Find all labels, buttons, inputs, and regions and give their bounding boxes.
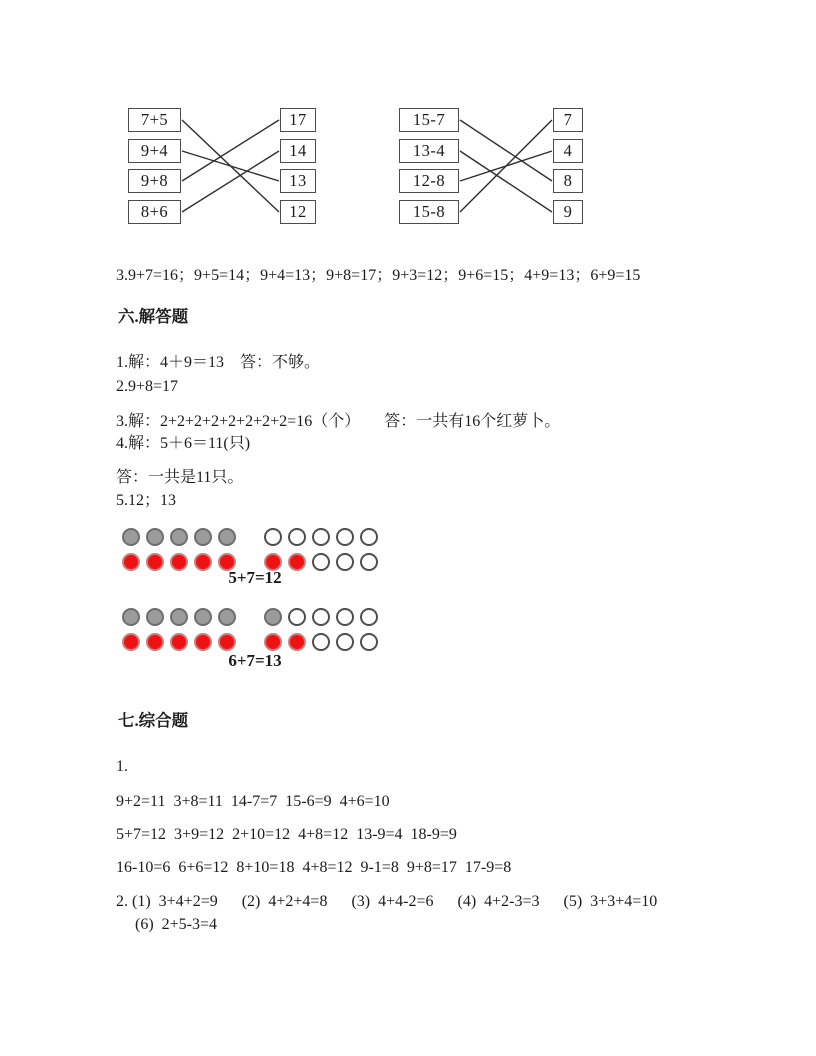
white-dot (336, 633, 354, 651)
dot-group-right (264, 633, 384, 651)
white-dot (288, 608, 306, 626)
connection-line (460, 151, 552, 212)
dot-group-left (122, 608, 242, 626)
section7-q1-row3: 16-10=6 6+6=12 8+10=18 4+8=12 9-1=8 9+8=17 17-9=8 (116, 859, 512, 876)
connection-line (182, 151, 279, 181)
section7-q1-row1: 9+2=11 3+8=11 14-7=7 15-6=9 4+6=10 (116, 793, 390, 810)
white-dot (360, 553, 378, 571)
section6-answer-3: 3.解：2+2+2+2+2+2+2+2=16（个） 答：一共有16个红萝卜。 (116, 413, 561, 430)
match-right-box[interactable]: 12 (280, 200, 316, 224)
match-left-box[interactable]: 15-8 (399, 200, 459, 224)
red-dot (218, 633, 236, 651)
match-left-box[interactable]: 8+6 (128, 200, 181, 224)
gray-dot (146, 608, 164, 626)
section7-q1-label: 1. (116, 758, 128, 775)
section6-answer-4b: 答：一共是11只。 (116, 469, 244, 486)
dot-diagram-6plus7 (122, 608, 382, 652)
section6-answer-1: 1.解：4＋9＝13 答：不够。 (116, 354, 321, 371)
section6-answer-5: 5.12；13 (116, 492, 177, 509)
connection-line (182, 120, 279, 181)
match-right-box[interactable]: 13 (280, 169, 316, 193)
red-dot (146, 633, 164, 651)
white-dot (312, 633, 330, 651)
match-left-box[interactable]: 12-8 (399, 169, 459, 193)
red-dot (122, 633, 140, 651)
section7-q2-row1: 2. (1) 3+4+2=9 (2) 4+2+4=8 (3) 4+4-2=6 (4) 4+2-3=3 (5) 3+3+4=10 (116, 893, 658, 910)
dot-group-right (264, 608, 384, 626)
gray-dot (146, 528, 164, 546)
dot-diagram-5plus7 (122, 528, 382, 572)
dot-group-right (264, 528, 384, 546)
section6-answer-4: 4.解：5＋6＝11(只) (116, 435, 251, 452)
gray-dot (194, 608, 212, 626)
match-right-box[interactable]: 9 (553, 200, 583, 224)
gray-dot (218, 528, 236, 546)
match-right-box[interactable]: 7 (553, 108, 583, 132)
match-left-box[interactable]: 9+4 (128, 139, 181, 163)
match-right-box[interactable]: 8 (553, 169, 583, 193)
dot-group-left (122, 528, 242, 546)
red-dot (146, 553, 164, 571)
gray-dot (218, 608, 236, 626)
red-dot (170, 553, 188, 571)
white-dot (312, 528, 330, 546)
match-left-box[interactable]: 7+5 (128, 108, 181, 132)
white-dot (360, 633, 378, 651)
gray-dot (170, 528, 188, 546)
white-dot (360, 528, 378, 546)
connection-line (460, 120, 552, 212)
dot-diagram-5plus7-label: 5+7=12 (228, 568, 282, 587)
white-dot (312, 608, 330, 626)
white-dot (360, 608, 378, 626)
gray-dot (264, 608, 282, 626)
connection-line (460, 120, 552, 181)
match-left-box[interactable]: 15-7 (399, 108, 459, 132)
white-dot (288, 528, 306, 546)
gray-dot (122, 608, 140, 626)
section6-answer-2: 2.9+8=17 (116, 378, 179, 395)
match-right-box[interactable]: 4 (553, 139, 583, 163)
gray-dot (194, 528, 212, 546)
gray-dot (122, 528, 140, 546)
match-right-box[interactable]: 17 (280, 108, 316, 132)
white-dot (264, 528, 282, 546)
matching-exercise-subtraction (399, 108, 584, 226)
matching-answers-line: 3.9+7=16；9+5=14；9+4=13；9+8=17；9+3=12；9+6=15；4+9=13；6+9=15 (116, 267, 641, 284)
dot-diagram-6plus7-label: 6+7=13 (228, 651, 282, 670)
section7-heading: 七.综合题 (118, 711, 189, 730)
match-left-box[interactable]: 13-4 (399, 139, 459, 163)
red-dot (170, 633, 188, 651)
white-dot (336, 528, 354, 546)
connection-line (182, 151, 279, 212)
gray-dot (170, 608, 188, 626)
match-right-box[interactable]: 14 (280, 139, 316, 163)
red-dot (288, 633, 306, 651)
match-left-box[interactable]: 9+8 (128, 169, 181, 193)
white-dot (336, 608, 354, 626)
section7-q1-row2: 5+7=12 3+9=12 2+10=12 4+8=12 13-9=4 18-9=9 (116, 826, 457, 843)
section6-heading: 六.解答题 (118, 307, 189, 326)
dot-group-left (122, 633, 242, 651)
section7-q2-row2: (6) 2+5-3=4 (135, 916, 218, 933)
white-dot (336, 553, 354, 571)
red-dot (264, 633, 282, 651)
red-dot (194, 633, 212, 651)
red-dot (122, 553, 140, 571)
matching-exercise-addition (128, 108, 316, 226)
